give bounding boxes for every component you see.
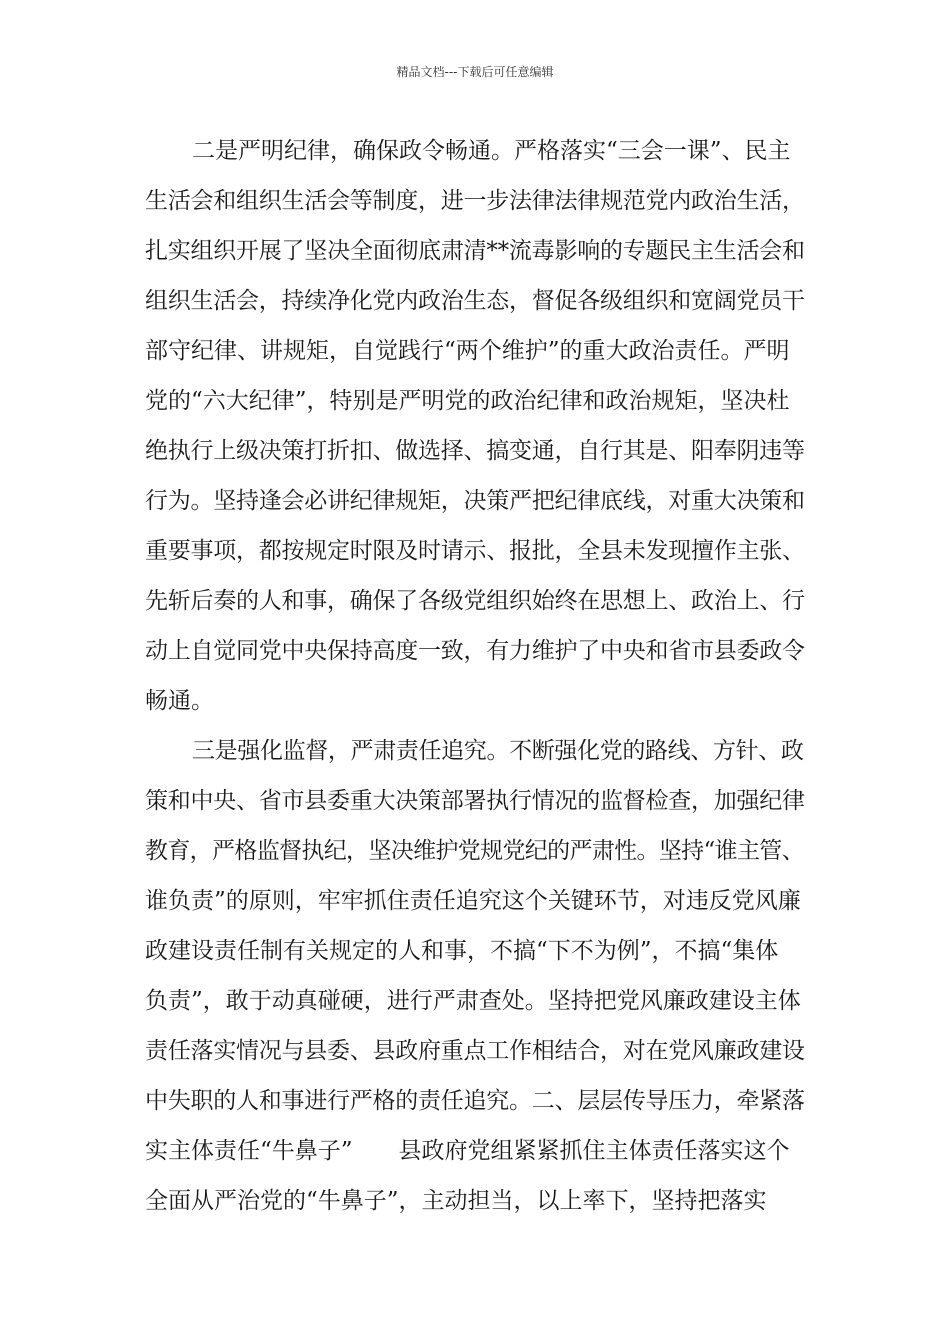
paragraph-line: 畅通。: [145, 688, 214, 714]
paragraph-line: 全面从严治党的“牛鼻子”，主动担当，以上率下，坚持把落实: [145, 1188, 767, 1214]
paragraph-line: 责任落实情况与县委、县政府重点工作相结合，对在党风廉政建设: [145, 1038, 805, 1064]
paragraph-line: 党的“六大纪律”，特别是严明党的政治纪律和政治规矩，坚决杜: [145, 388, 790, 414]
paragraph-line: 绝执行上级决策打折扣、做选择、搞变通，自行其是、阳奉阴违等: [145, 438, 805, 464]
paragraph-line: 谁负责”的原则，牢牢抓住责任追究这个关键环节，对违反党风廉: [145, 888, 801, 914]
paragraph-line: 二是严明纪律，确保政令畅通。严格落实“三会一课”、民主: [192, 138, 791, 164]
paragraph-line: 教育，严格监督执纪，坚决维护党规党纪的严肃性。坚持“谁主管、: [145, 838, 804, 864]
paragraph-line: 实主体责任“牛鼻子” 县政府党组紧紧抓住主体责任落实这个: [145, 1138, 790, 1164]
paragraph-line: 政建设责任制有关规定的人和事，不搞“下不为例”，不搞“集体: [145, 938, 779, 964]
paragraph-line: 行为。坚持逢会必讲纪律规矩，决策严把纪律底线，对重大决策和: [145, 488, 805, 514]
paragraph-line: 先斩后奏的人和事，确保了各级党组织始终在思想上、政治上、行: [145, 588, 805, 614]
paragraph-line: 策和中央、省市县委重大决策部署执行情况的监督检查，加强纪律: [145, 788, 805, 814]
paragraph-line: 动上自觉同党中央保持高度一致，有力维护了中央和省市县委政令: [145, 638, 805, 664]
paragraph-line: 三是强化监督，严肃责任追究。不断强化党的路线、方针、政: [192, 738, 804, 764]
paragraph-line: 重要事项，都按规定时限及时请示、报批，全县未发现擅作主张、: [145, 538, 805, 564]
paragraph-line: 中失职的人和事进行严格的责任追究。二、层层传导压力，牵紧落: [145, 1088, 805, 1114]
paragraph-line: 部守纪律、讲规矩，自觉践行“两个维护”的重大政治责任。严明: [145, 338, 790, 364]
paragraph-line: 组织生活会，持续净化党内政治生态，督促各级组织和宽阔党员干: [145, 288, 805, 314]
paragraph-line: 负责”，敢于动真碰硬，进行严肃查处。坚持把党风廉政建设主体: [145, 988, 801, 1014]
page-header: 精品文档---下载后可任意编辑: [396, 65, 554, 79]
paragraph-line: 生活会和组织生活会等制度，进一步法律法律规范党内政治生活，: [145, 188, 805, 214]
paragraph-line: 扎实组织开展了坚决全面彻底肃清**流毒影响的专题民主生活会和: [145, 238, 805, 264]
